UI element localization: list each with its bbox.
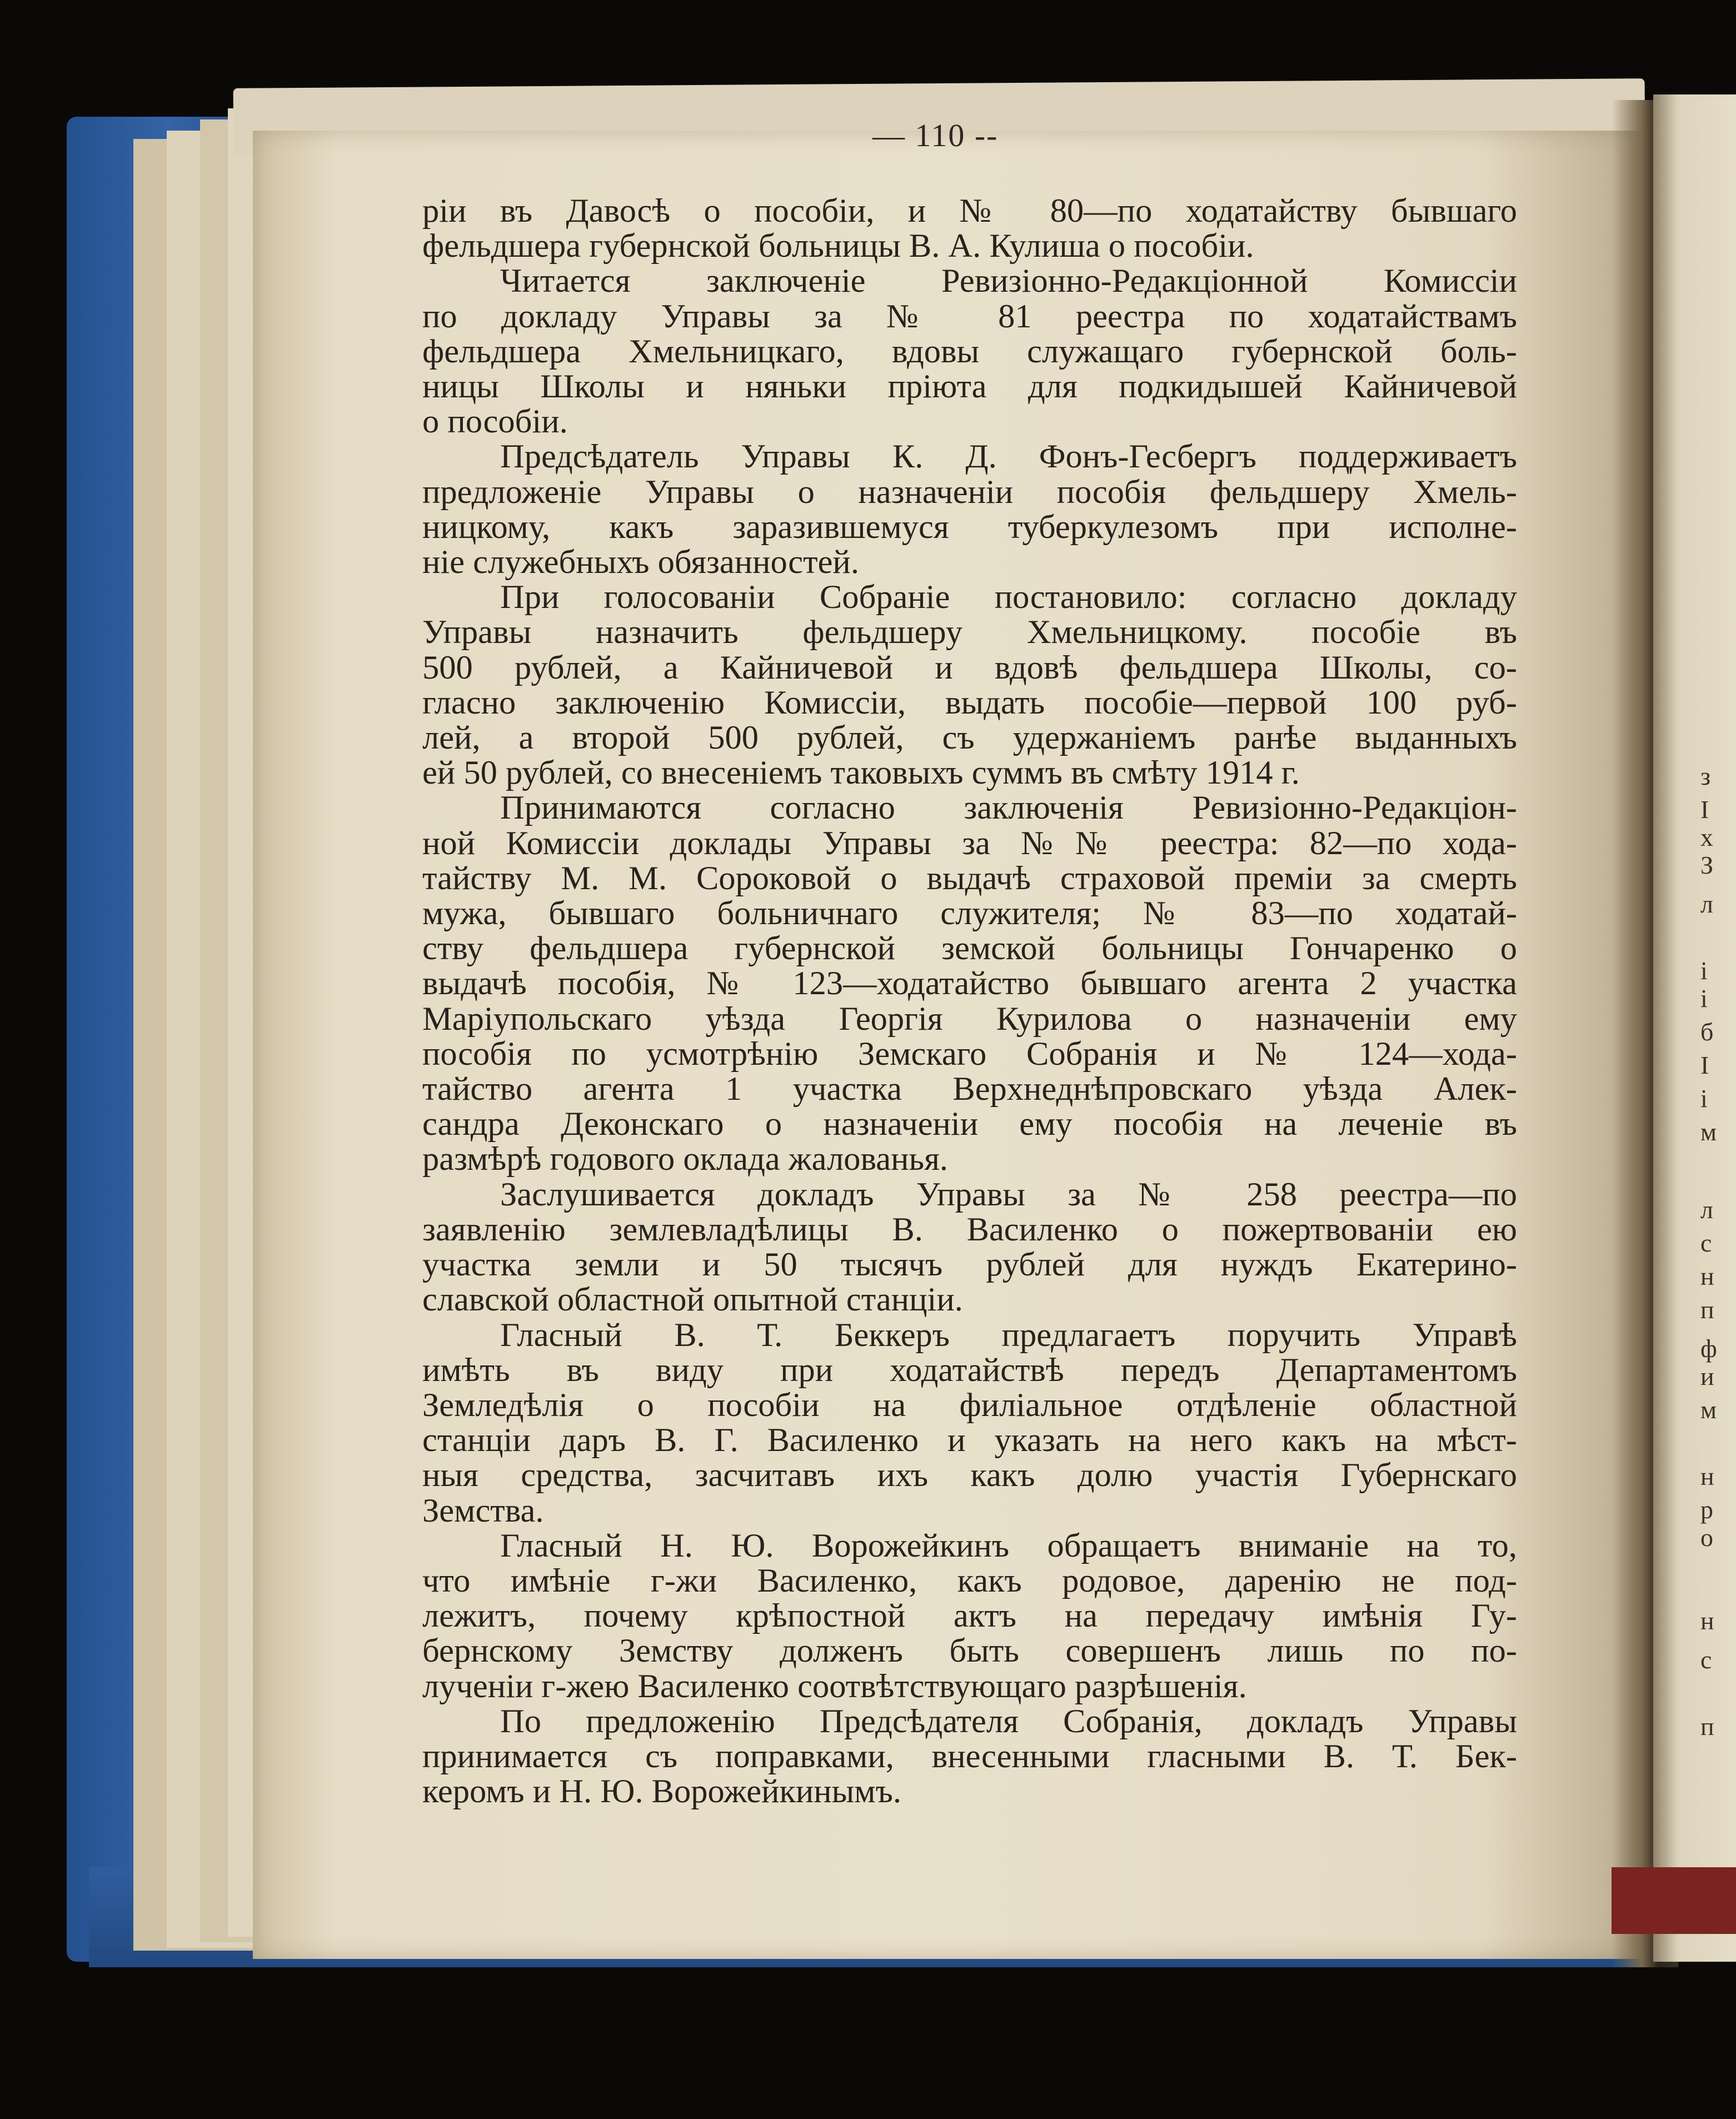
text-line: ницы Школы и няньки пріюта для подкидышей Кайничевой	[422, 368, 1517, 406]
text-line: имѣть въ виду при ходатайствѣ передъ Департаментомъ	[422, 1351, 1517, 1389]
text-line: При голосованіи Собраніе постановило: согласно докладу	[500, 579, 1517, 616]
text-line: ной Комиссіи доклады Управы за №№ реестра: 82—по хода-	[422, 824, 1517, 862]
text-line: фельдшера губернской больницы В. А. Кулиша о пособіи.	[422, 227, 1254, 265]
text-line: Земледѣлія о пособіи на филіальное отдѣленіе областной	[422, 1386, 1517, 1424]
text-line: ей 50 рублей, со внесеніемъ таковыхъ суммъ въ смѣту 1914 г.	[422, 754, 1300, 792]
text-line: Гласный Н. Ю. Ворожейкинъ обращаетъ вниманіе на то,	[500, 1527, 1517, 1564]
facing-page-letter: з	[1700, 762, 1711, 790]
facing-page-letter: і	[1700, 984, 1708, 1013]
facing-page	[1653, 94, 1736, 1962]
text-line: заявленію землевладѣлицы В. Василенко о пожертвованіи ею	[422, 1210, 1517, 1248]
facing-page-letter: З	[1700, 851, 1714, 879]
text-line: керомъ и Н. Ю. Ворожейкинымъ.	[422, 1773, 901, 1811]
text-line: ніе служебныхъ обязанностей.	[422, 544, 859, 581]
facing-page-letter: I	[1700, 795, 1709, 824]
text-line: участка земли и 50 тысячъ рублей для нуждъ Екатерино-	[422, 1246, 1517, 1284]
text-line: пособія по усмотрѣнію Земскаго Собранія и № 124—хода-	[422, 1035, 1517, 1073]
facing-page-letter: н	[1700, 1607, 1714, 1635]
text-line: По предложенію Предсѣдателя Собранія, докладъ Управы	[500, 1702, 1517, 1740]
text-line: Управы назначить фельдшеру Хмельницкому. пособіе въ	[422, 614, 1517, 651]
facing-page-letter: м	[1700, 1395, 1717, 1424]
text-line: о пособіи.	[422, 403, 568, 441]
text-line: тайству М. М. Сороковой о выдачѣ страховой преміи за смерть	[422, 859, 1517, 897]
facing-page-letter: п	[1700, 1295, 1714, 1324]
facing-page-letter: м	[1700, 1118, 1717, 1146]
text-line: Предсѣдатель Управы К. Д. Фонъ-Гесбергъ поддерживаетъ	[500, 438, 1517, 476]
page-body-text	[422, 193, 1517, 1809]
text-line: предложеніе Управы о назначеніи пособія фельдшеру Хмель-	[422, 473, 1517, 511]
facing-page-letter: с	[1700, 1646, 1712, 1674]
text-line: ріи въ Давосѣ о пособіи, и № 80—по ходатайству бывшаго	[422, 192, 1517, 230]
facing-page-letter: с	[1700, 1229, 1712, 1257]
text-line: ству фельдшера губернской земской больницы Гончаренко о	[422, 930, 1517, 968]
text-line: ныя средства, засчитавъ ихъ какъ долю участія Губернскаго	[422, 1457, 1517, 1494]
facing-page-letter: ф	[1700, 1334, 1717, 1363]
facing-page-letter: л	[1700, 890, 1713, 918]
page-number: — 110 --	[872, 117, 999, 153]
text-line: бернскому Земству долженъ быть совершенъ лишь по по-	[422, 1632, 1517, 1670]
text-line: выдачѣ пособія, № 123—ходатайство бывшаго агента 2 участка	[422, 965, 1517, 1003]
text-line: Заслушивается докладъ Управы за № 258 реестра—по	[500, 1175, 1517, 1213]
text-line: фельдшера Хмельницкаго, вдовы служащаго губернской боль-	[422, 332, 1517, 370]
text-line: принимается съ поправками, внесенными гласными В. Т. Бек-	[422, 1737, 1517, 1775]
facing-page-letter: х	[1700, 823, 1713, 851]
text-line: лученіи г-жею Василенко соотвѣтствующаго разрѣшенія.	[422, 1667, 1247, 1705]
text-line: Принимаются согласно заключенія Ревизіонно-Редакціон-	[500, 789, 1517, 827]
text-line: славской областной опытной станціи.	[422, 1281, 963, 1319]
text-line: мужа, бывшаго больничнаго служителя; № 83—по ходатай-	[422, 895, 1517, 933]
facing-page-letter: і	[1700, 956, 1708, 985]
facing-page-letter: о	[1700, 1523, 1713, 1552]
text-line: Маріупольскаго уѣзда Георгія Курилова о назначеніи ему	[422, 1000, 1517, 1038]
text-line: сандра Деконскаго о назначеніи ему пособія на леченіе въ	[422, 1105, 1517, 1143]
text-line: ницкому, какъ заразившемуся туберкулезомъ при исполне-	[422, 508, 1517, 546]
facing-page-letter: н	[1700, 1262, 1714, 1290]
facing-page-letter: р	[1700, 1495, 1713, 1524]
text-line: Читается заключеніе Ревизіонно-Редакціонной Комиссіи	[500, 262, 1517, 300]
facing-page-letter: и	[1700, 1362, 1714, 1390]
text-line: лежитъ, почему крѣпостной актъ на передачу имѣнія Гу-	[422, 1597, 1517, 1635]
facing-page-letter: п	[1700, 1712, 1714, 1741]
text-line: что имѣніе г-жи Василенко, какъ родовое, даренію не под-	[422, 1562, 1517, 1599]
text-line: лей, а второй 500 рублей, съ удержаніемъ ранѣе выданныхъ	[422, 719, 1517, 757]
facing-page-letter: і	[1700, 1084, 1708, 1113]
facing-page-letter: л	[1700, 1195, 1713, 1224]
facing-page-letter: б	[1700, 1018, 1714, 1046]
text-line: станціи даръ В. Г. Василенко и указать на него какъ на мѣст-	[422, 1422, 1517, 1459]
text-line: по докладу Управы за № 81 реестра по ходатайствамъ	[422, 297, 1517, 335]
text-line: Земства.	[422, 1492, 544, 1529]
red-endpaper	[1612, 1867, 1736, 1934]
text-line: Гласный В. Т. Беккеръ предлагаетъ поручить Управѣ	[500, 1316, 1517, 1354]
text-line: размѣрѣ годового оклада жалованья.	[422, 1140, 949, 1178]
text-line: 500 рублей, а Кайничевой и вдовѣ фельдшера Школы, со-	[422, 649, 1517, 686]
text-line: гласно заключенію Комиссіи, выдать пособіе—первой 100 руб-	[422, 684, 1517, 721]
facing-page-letter: н	[1700, 1462, 1714, 1490]
facing-page-letter: І	[1700, 1051, 1709, 1079]
text-line: тайство агента 1 участка Верхнеднѣпровскаго уѣзда Алек-	[422, 1070, 1517, 1108]
